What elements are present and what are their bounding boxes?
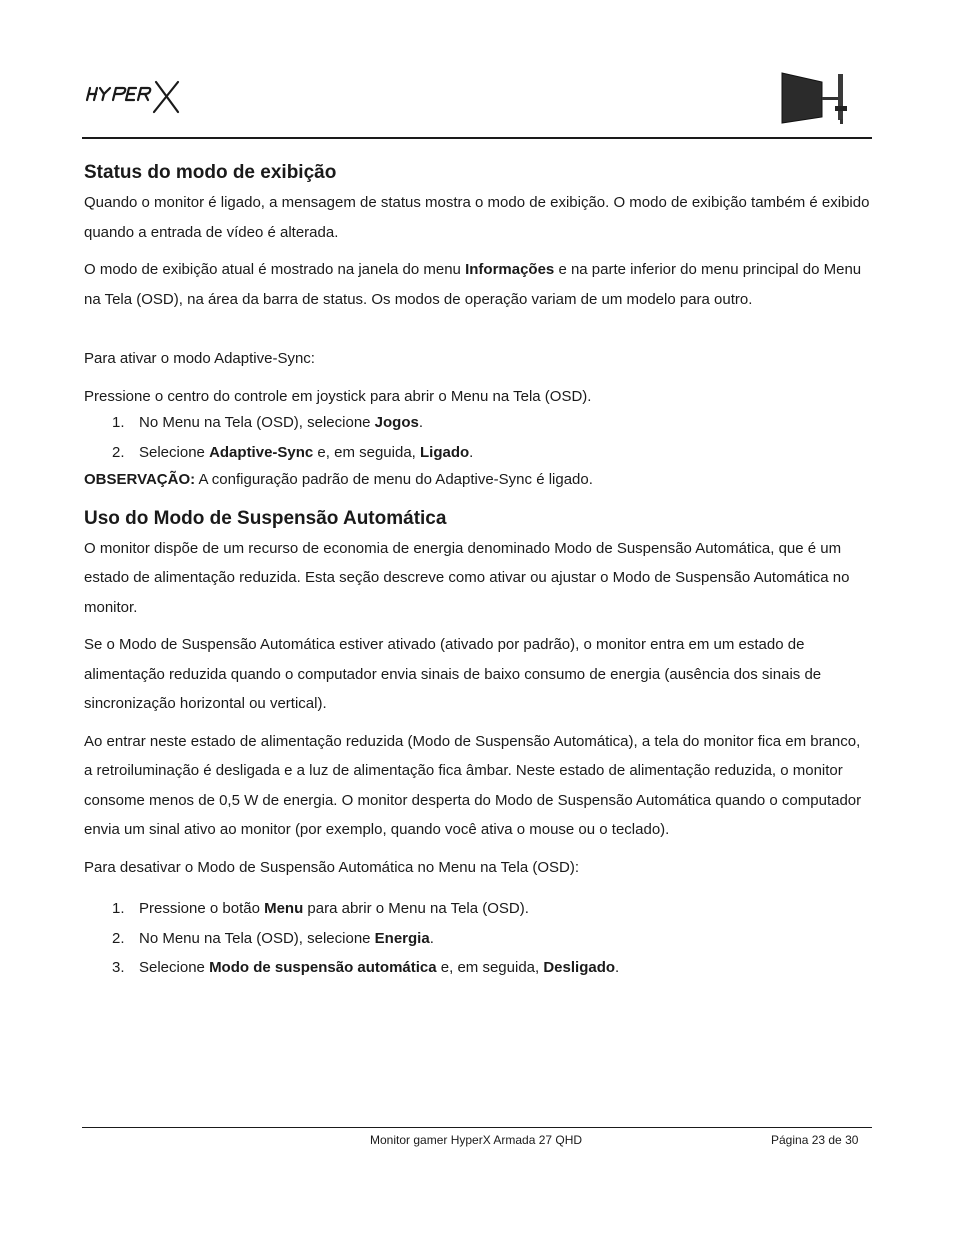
note: OBSERVAÇÃO: A configuração padrão de menu do Adaptive-Sync é ligado.	[84, 471, 593, 488]
list-item: 3. Selecione Modo de suspensão automática e, em seguida, Desligado.	[112, 959, 620, 976]
page-content	[84, 158, 870, 983]
steps-list-adaptive-sync	[84, 408, 870, 467]
paragraph: Se o Modo de Suspensão Automática estiver ativado (ativado por padrão), o monitor entra em um estado de alimentação reduzida quando o computador envia sinais de baixo consumo de energia (ausência dos sinais de sincronização horizontal ou vertical).	[84, 636, 822, 712]
monitor-on-arm-icon	[778, 70, 852, 125]
footer-document-title: Monitor gamer HyperX Armada 27 QHD	[370, 1133, 583, 1147]
paragraph: Para ativar o modo Adaptive-Sync:	[84, 350, 315, 367]
paragraph: Pressione o centro do controle em joystick para abrir o Menu na Tela (OSD).	[84, 387, 592, 405]
bold-term: Informações	[465, 261, 555, 278]
paragraph: Quando o monitor é ligado, a mensagem de status mostra o modo de exibição. O modo de exibição também é exibido quando a entrada de vídeo é alterada.	[84, 194, 870, 241]
list-item: 1. Pressione o botão Menu para abrir o Menu na Tela (OSD).	[112, 900, 529, 917]
footer-page-number: Página 23 de 30	[771, 1133, 859, 1147]
list-item: 2. No Menu na Tela (OSD), selecione Energia.	[112, 929, 434, 947]
paragraph: O monitor dispõe de um recurso de economia de energia denominado Modo de Suspensão Automática, que é um estado de alimentação reduzida. Esta seção descreve como ativar ou ajustar o Modo de Suspensão Automática no monitor.	[84, 539, 850, 616]
paragraph: Ao entrar neste estado de alimentação reduzida (Modo de Suspensão Automática), a tela do monitor fica em branco, a retroiluminação é desligada e a luz de alimentação fica âmbar. Neste estado de alimentação reduzida, o monitor consome menos de 0,5 W de energia. O monitor desperta do Modo de Suspensão Automática quando o computador envia um sinal ativo ao monitor (por exemplo, quando você ativa o mouse ou o teclado).	[84, 732, 862, 838]
header-divider	[82, 137, 872, 139]
list-item: 1. No Menu na Tela (OSD), selecione Jogos.	[112, 414, 424, 431]
section-title-auto-sleep-mode: Uso do Modo de Suspensão Automática	[84, 507, 447, 529]
paragraph: Para desativar o Modo de Suspensão Automática no Menu na Tela (OSD):	[84, 858, 580, 876]
section-title-display-mode-status: Status do modo de exibição	[84, 162, 337, 183]
paragraph: O modo de exibição atual é mostrado na janela do menu Informações e na parte inferior do menu principal do Menu na Tela (OSD), na área da barra de status. Os modos de operação variam de um modelo para outro.	[84, 261, 862, 308]
list-item: 2. Selecione Adaptive-Sync e, em seguida, Ligado.	[112, 443, 474, 461]
hyperx-logo-icon	[84, 80, 182, 114]
steps-list-auto-sleep	[84, 894, 870, 983]
footer-divider	[82, 1127, 872, 1128]
note-label: OBSERVAÇÃO:	[84, 471, 196, 488]
